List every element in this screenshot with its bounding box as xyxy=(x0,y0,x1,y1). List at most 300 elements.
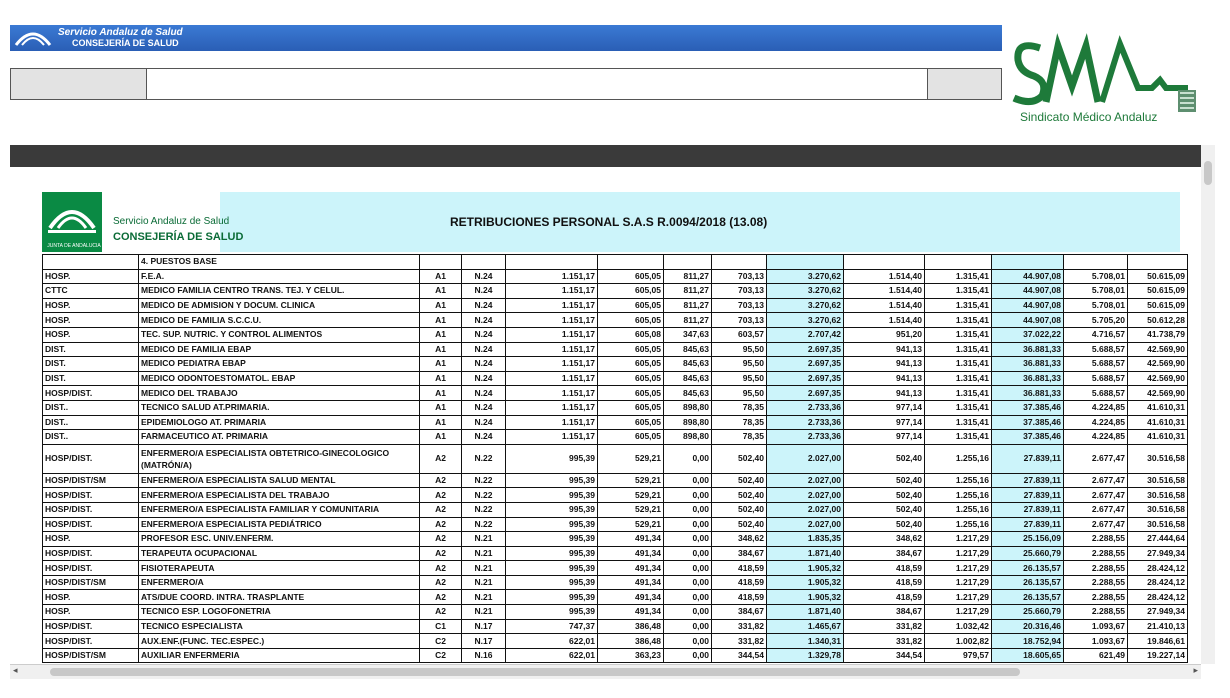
cell[interactable] xyxy=(844,255,925,270)
value-cell[interactable]: 502,40 xyxy=(844,473,925,488)
nivel-cell[interactable]: N.24 xyxy=(462,313,506,328)
value-cell[interactable]: 491,34 xyxy=(598,532,664,547)
value-cell[interactable]: 28.424,12 xyxy=(1128,575,1188,590)
value-cell[interactable]: 37.385,46 xyxy=(992,415,1064,430)
value-cell[interactable]: 502,40 xyxy=(844,488,925,503)
cell[interactable] xyxy=(1128,255,1188,270)
value-cell[interactable]: 95,50 xyxy=(712,386,767,401)
value-cell[interactable]: 18.605,65 xyxy=(992,648,1064,663)
value-cell[interactable]: 811,27 xyxy=(664,298,712,313)
value-cell[interactable]: 1.217,29 xyxy=(925,590,992,605)
puesto-cell[interactable]: TECNICO ESP. LOGOFONETRIA xyxy=(139,605,420,620)
value-cell[interactable]: 363,23 xyxy=(598,648,664,663)
value-cell[interactable]: 1.151,17 xyxy=(506,400,598,415)
value-cell[interactable]: 898,80 xyxy=(664,415,712,430)
value-cell[interactable]: 44.907,08 xyxy=(992,313,1064,328)
nivel-cell[interactable]: N.21 xyxy=(462,561,506,576)
value-cell[interactable]: 1.905,32 xyxy=(767,561,844,576)
ambito-cell[interactable]: HOSP/DIST. xyxy=(43,386,139,401)
vertical-scrollbar[interactable] xyxy=(1201,145,1215,664)
value-cell[interactable]: 1.871,40 xyxy=(767,605,844,620)
value-cell[interactable]: 384,67 xyxy=(712,605,767,620)
value-cell[interactable]: 995,39 xyxy=(506,532,598,547)
value-cell[interactable]: 28.424,12 xyxy=(1128,590,1188,605)
puesto-cell[interactable]: ENFERMERO/A ESPECIALISTA FAMILIAR Y COMUNITARIA xyxy=(139,502,420,517)
value-cell[interactable]: 2.027,00 xyxy=(767,444,844,473)
value-cell[interactable]: 3.270,62 xyxy=(767,298,844,313)
value-cell[interactable]: 995,39 xyxy=(506,575,598,590)
value-cell[interactable]: 418,59 xyxy=(844,561,925,576)
value-cell[interactable]: 502,40 xyxy=(844,444,925,473)
value-cell[interactable]: 605,05 xyxy=(598,357,664,372)
grupo-cell[interactable]: A2 xyxy=(420,532,462,547)
puesto-cell[interactable]: AUXILIAR ENFERMERIA xyxy=(139,648,420,663)
value-cell[interactable]: 1.315,41 xyxy=(925,313,992,328)
value-cell[interactable]: 78,35 xyxy=(712,400,767,415)
cell[interactable] xyxy=(598,255,664,270)
value-cell[interactable]: 811,27 xyxy=(664,284,712,299)
puesto-cell[interactable]: MEDICO DE FAMILIA EBAP xyxy=(139,342,420,357)
value-cell[interactable]: 502,40 xyxy=(712,444,767,473)
value-cell[interactable]: 1.315,41 xyxy=(925,269,992,284)
value-cell[interactable]: 1.315,41 xyxy=(925,386,992,401)
value-cell[interactable]: 1.315,41 xyxy=(925,327,992,342)
value-cell[interactable]: 384,67 xyxy=(844,546,925,561)
value-cell[interactable]: 977,14 xyxy=(844,400,925,415)
value-cell[interactable]: 1.217,29 xyxy=(925,546,992,561)
value-cell[interactable]: 1.255,16 xyxy=(925,473,992,488)
value-cell[interactable]: 605,05 xyxy=(598,298,664,313)
value-cell[interactable]: 1.217,29 xyxy=(925,532,992,547)
value-cell[interactable]: 27.839,11 xyxy=(992,502,1064,517)
value-cell[interactable]: 30.516,58 xyxy=(1128,517,1188,532)
value-cell[interactable]: 19.227,14 xyxy=(1128,648,1188,663)
puesto-cell[interactable]: PROFESOR ESC. UNIV.ENFERM. xyxy=(139,532,420,547)
value-cell[interactable]: 845,63 xyxy=(664,357,712,372)
value-cell[interactable]: 25.660,79 xyxy=(992,605,1064,620)
value-cell[interactable]: 995,39 xyxy=(506,502,598,517)
grupo-cell[interactable]: A1 xyxy=(420,284,462,299)
value-cell[interactable]: 811,27 xyxy=(664,313,712,328)
puesto-cell[interactable]: ENFERMERO/A ESPECIALISTA DEL TRABAJO xyxy=(139,488,420,503)
grupo-cell[interactable]: A1 xyxy=(420,386,462,401)
value-cell[interactable]: 2.733,36 xyxy=(767,430,844,445)
grupo-cell[interactable]: A2 xyxy=(420,502,462,517)
value-cell[interactable]: 37.022,22 xyxy=(992,327,1064,342)
value-cell[interactable]: 1.151,17 xyxy=(506,284,598,299)
value-cell[interactable]: 2.288,55 xyxy=(1064,590,1128,605)
value-cell[interactable]: 703,13 xyxy=(712,313,767,328)
value-cell[interactable]: 44.907,08 xyxy=(992,298,1064,313)
value-cell[interactable]: 941,13 xyxy=(844,371,925,386)
nivel-cell[interactable]: N.24 xyxy=(462,284,506,299)
puesto-cell[interactable]: ENFERMERO/A ESPECIALISTA OBTETRICO-GINECOLOGICO (MATRÓN/A) xyxy=(139,444,420,473)
puesto-cell[interactable]: MEDICO ODONTOESTOMATOL. EBAP xyxy=(139,371,420,386)
puesto-cell[interactable]: MEDICO FAMILIA CENTRO TRANS. TEJ. Y CELUL. xyxy=(139,284,420,299)
nivel-cell[interactable]: N.24 xyxy=(462,430,506,445)
toolbar-field[interactable] xyxy=(146,68,928,100)
value-cell[interactable]: 418,59 xyxy=(712,561,767,576)
value-cell[interactable]: 1.465,67 xyxy=(767,619,844,634)
value-cell[interactable]: 5.708,01 xyxy=(1064,298,1128,313)
value-cell[interactable]: 1.514,40 xyxy=(844,313,925,328)
value-cell[interactable]: 2.733,36 xyxy=(767,400,844,415)
grupo-cell[interactable]: A1 xyxy=(420,430,462,445)
value-cell[interactable]: 1.315,41 xyxy=(925,430,992,445)
value-cell[interactable]: 42.569,90 xyxy=(1128,386,1188,401)
value-cell[interactable]: 26.135,57 xyxy=(992,561,1064,576)
value-cell[interactable]: 0,00 xyxy=(664,619,712,634)
value-cell[interactable]: 3.270,62 xyxy=(767,269,844,284)
value-cell[interactable]: 2.288,55 xyxy=(1064,561,1128,576)
value-cell[interactable]: 5.688,57 xyxy=(1064,357,1128,372)
grupo-cell[interactable]: A2 xyxy=(420,546,462,561)
value-cell[interactable]: 502,40 xyxy=(712,502,767,517)
value-cell[interactable]: 1.093,67 xyxy=(1064,634,1128,649)
value-cell[interactable]: 605,05 xyxy=(598,371,664,386)
value-cell[interactable]: 50.615,09 xyxy=(1128,284,1188,299)
value-cell[interactable]: 605,05 xyxy=(598,313,664,328)
cell[interactable] xyxy=(664,255,712,270)
value-cell[interactable]: 1.032,42 xyxy=(925,619,992,634)
value-cell[interactable]: 41.610,31 xyxy=(1128,415,1188,430)
value-cell[interactable]: 25.156,09 xyxy=(992,532,1064,547)
ambito-cell[interactable]: DIST. xyxy=(43,357,139,372)
value-cell[interactable]: 30.516,58 xyxy=(1128,488,1188,503)
value-cell[interactable]: 4.224,85 xyxy=(1064,400,1128,415)
value-cell[interactable]: 50.615,09 xyxy=(1128,298,1188,313)
value-cell[interactable]: 995,39 xyxy=(506,473,598,488)
toolbar-right-cell[interactable] xyxy=(927,68,1002,100)
grupo-cell[interactable]: C1 xyxy=(420,619,462,634)
value-cell[interactable]: 603,57 xyxy=(712,327,767,342)
value-cell[interactable]: 1.315,41 xyxy=(925,415,992,430)
value-cell[interactable]: 703,13 xyxy=(712,298,767,313)
toolbar-left-cell[interactable] xyxy=(10,68,147,100)
value-cell[interactable]: 2.677,47 xyxy=(1064,444,1128,473)
ambito-cell[interactable]: HOSP. xyxy=(43,532,139,547)
value-cell[interactable]: 1.151,17 xyxy=(506,327,598,342)
value-cell[interactable]: 42.569,90 xyxy=(1128,357,1188,372)
ambito-cell[interactable]: HOSP. xyxy=(43,269,139,284)
nivel-cell[interactable]: N.24 xyxy=(462,298,506,313)
puesto-cell[interactable]: MEDICO DE FAMILIA S.C.C.U. xyxy=(139,313,420,328)
value-cell[interactable]: 1.871,40 xyxy=(767,546,844,561)
value-cell[interactable]: 979,57 xyxy=(925,648,992,663)
value-cell[interactable]: 0,00 xyxy=(664,575,712,590)
cell[interactable] xyxy=(43,255,139,270)
value-cell[interactable]: 491,34 xyxy=(598,561,664,576)
grupo-cell[interactable]: A2 xyxy=(420,444,462,473)
nivel-cell[interactable]: N.21 xyxy=(462,605,506,620)
ambito-cell[interactable]: DIST.. xyxy=(43,430,139,445)
value-cell[interactable]: 529,21 xyxy=(598,473,664,488)
value-cell[interactable]: 27.839,11 xyxy=(992,517,1064,532)
value-cell[interactable]: 898,80 xyxy=(664,400,712,415)
grupo-cell[interactable]: A1 xyxy=(420,269,462,284)
cell[interactable] xyxy=(1064,255,1128,270)
value-cell[interactable]: 0,00 xyxy=(664,517,712,532)
value-cell[interactable]: 3.270,62 xyxy=(767,284,844,299)
value-cell[interactable]: 27.839,11 xyxy=(992,473,1064,488)
value-cell[interactable]: 605,05 xyxy=(598,415,664,430)
value-cell[interactable]: 36.881,33 xyxy=(992,386,1064,401)
value-cell[interactable]: 0,00 xyxy=(664,648,712,663)
value-cell[interactable]: 26.135,57 xyxy=(992,590,1064,605)
section-label[interactable]: 4. PUESTOS BASE xyxy=(139,255,420,270)
nivel-cell[interactable]: N.24 xyxy=(462,400,506,415)
puesto-cell[interactable]: MEDICO DE ADMISION Y DOCUM. CLINICA xyxy=(139,298,420,313)
value-cell[interactable]: 605,08 xyxy=(598,327,664,342)
value-cell[interactable]: 0,00 xyxy=(664,546,712,561)
value-cell[interactable]: 30.516,58 xyxy=(1128,473,1188,488)
value-cell[interactable]: 621,49 xyxy=(1064,648,1128,663)
value-cell[interactable]: 951,20 xyxy=(844,327,925,342)
value-cell[interactable]: 605,05 xyxy=(598,430,664,445)
scroll-thumb[interactable] xyxy=(50,668,1020,676)
value-cell[interactable]: 2.677,47 xyxy=(1064,473,1128,488)
grupo-cell[interactable]: A1 xyxy=(420,313,462,328)
value-cell[interactable]: 331,82 xyxy=(712,634,767,649)
value-cell[interactable]: 995,39 xyxy=(506,444,598,473)
value-cell[interactable]: 1.315,41 xyxy=(925,357,992,372)
ambito-cell[interactable]: HOSP/DIST. xyxy=(43,488,139,503)
value-cell[interactable]: 36.881,33 xyxy=(992,342,1064,357)
value-cell[interactable]: 50.612,28 xyxy=(1128,313,1188,328)
value-cell[interactable]: 3.270,62 xyxy=(767,313,844,328)
puesto-cell[interactable]: EPIDEMIOLOGO AT. PRIMARIA xyxy=(139,415,420,430)
value-cell[interactable]: 605,05 xyxy=(598,386,664,401)
value-cell[interactable]: 811,27 xyxy=(664,269,712,284)
ambito-cell[interactable]: HOSP/DIST. xyxy=(43,502,139,517)
value-cell[interactable]: 348,62 xyxy=(712,532,767,547)
puesto-cell[interactable]: MEDICO PEDIATRA EBAP xyxy=(139,357,420,372)
value-cell[interactable]: 1.093,67 xyxy=(1064,619,1128,634)
value-cell[interactable]: 995,39 xyxy=(506,488,598,503)
value-cell[interactable]: 898,80 xyxy=(664,430,712,445)
value-cell[interactable]: 19.846,61 xyxy=(1128,634,1188,649)
nivel-cell[interactable]: N.21 xyxy=(462,590,506,605)
value-cell[interactable]: 2.677,47 xyxy=(1064,488,1128,503)
nivel-cell[interactable]: N.22 xyxy=(462,502,506,517)
puesto-cell[interactable]: ENFERMERO/A ESPECIALISTA PEDIÁTRICO xyxy=(139,517,420,532)
value-cell[interactable]: 30.516,58 xyxy=(1128,502,1188,517)
grupo-cell[interactable]: A1 xyxy=(420,342,462,357)
value-cell[interactable]: 977,14 xyxy=(844,415,925,430)
ambito-cell[interactable]: DIST. xyxy=(43,371,139,386)
value-cell[interactable]: 1.905,32 xyxy=(767,590,844,605)
puesto-cell[interactable]: FARMACEUTICO AT. PRIMARIA xyxy=(139,430,420,445)
nivel-cell[interactable]: N.24 xyxy=(462,357,506,372)
value-cell[interactable]: 1.217,29 xyxy=(925,605,992,620)
value-cell[interactable]: 2.288,55 xyxy=(1064,532,1128,547)
value-cell[interactable]: 4.224,85 xyxy=(1064,430,1128,445)
value-cell[interactable]: 2.288,55 xyxy=(1064,605,1128,620)
value-cell[interactable]: 1.255,16 xyxy=(925,517,992,532)
nivel-cell[interactable]: N.16 xyxy=(462,648,506,663)
puesto-cell[interactable]: ENFERMERO/A ESPECIALISTA SALUD MENTAL xyxy=(139,473,420,488)
value-cell[interactable]: 386,48 xyxy=(598,619,664,634)
value-cell[interactable]: 703,13 xyxy=(712,269,767,284)
value-cell[interactable]: 1.151,17 xyxy=(506,357,598,372)
value-cell[interactable]: 995,39 xyxy=(506,517,598,532)
nivel-cell[interactable]: N.24 xyxy=(462,386,506,401)
value-cell[interactable]: 5.688,57 xyxy=(1064,386,1128,401)
value-cell[interactable]: 418,59 xyxy=(712,590,767,605)
puesto-cell[interactable]: TERAPEUTA OCUPACIONAL xyxy=(139,546,420,561)
value-cell[interactable]: 30.516,58 xyxy=(1128,444,1188,473)
value-cell[interactable]: 622,01 xyxy=(506,648,598,663)
nivel-cell[interactable]: N.21 xyxy=(462,575,506,590)
puesto-cell[interactable]: F.E.A. xyxy=(139,269,420,284)
value-cell[interactable]: 37.385,46 xyxy=(992,430,1064,445)
value-cell[interactable]: 5.705,20 xyxy=(1064,313,1128,328)
ambito-cell[interactable]: HOSP/DIST/SM xyxy=(43,473,139,488)
ambito-cell[interactable]: HOSP/DIST. xyxy=(43,619,139,634)
value-cell[interactable]: 491,34 xyxy=(598,605,664,620)
value-cell[interactable]: 605,05 xyxy=(598,269,664,284)
nivel-cell[interactable]: N.22 xyxy=(462,473,506,488)
value-cell[interactable]: 2.288,55 xyxy=(1064,575,1128,590)
grupo-cell[interactable]: A1 xyxy=(420,415,462,430)
puesto-cell[interactable]: ATS/DUE COORD. INTRA. TRASPLANTE xyxy=(139,590,420,605)
value-cell[interactable]: 747,37 xyxy=(506,619,598,634)
value-cell[interactable]: 2.733,36 xyxy=(767,415,844,430)
cell[interactable] xyxy=(767,255,844,270)
grupo-cell[interactable]: A1 xyxy=(420,371,462,386)
value-cell[interactable]: 995,39 xyxy=(506,561,598,576)
value-cell[interactable]: 1.315,41 xyxy=(925,371,992,386)
value-cell[interactable]: 1.002,82 xyxy=(925,634,992,649)
value-cell[interactable]: 845,63 xyxy=(664,386,712,401)
value-cell[interactable]: 78,35 xyxy=(712,415,767,430)
value-cell[interactable]: 21.410,13 xyxy=(1128,619,1188,634)
value-cell[interactable]: 502,40 xyxy=(844,517,925,532)
value-cell[interactable]: 1.151,17 xyxy=(506,342,598,357)
value-cell[interactable]: 977,14 xyxy=(844,430,925,445)
grupo-cell[interactable]: A2 xyxy=(420,473,462,488)
value-cell[interactable]: 995,39 xyxy=(506,605,598,620)
ambito-cell[interactable]: HOSP/DIST/SM xyxy=(43,575,139,590)
value-cell[interactable]: 95,50 xyxy=(712,371,767,386)
ambito-cell[interactable]: HOSP/DIST. xyxy=(43,517,139,532)
value-cell[interactable]: 1.329,78 xyxy=(767,648,844,663)
ambito-cell[interactable]: DIST. xyxy=(43,342,139,357)
scroll-right-icon[interactable]: ▸ xyxy=(1193,665,1198,675)
value-cell[interactable]: 386,48 xyxy=(598,634,664,649)
nivel-cell[interactable]: N.22 xyxy=(462,488,506,503)
value-cell[interactable]: 25.660,79 xyxy=(992,546,1064,561)
value-cell[interactable]: 41.610,31 xyxy=(1128,400,1188,415)
puesto-cell[interactable]: TECNICO ESPECIALISTA xyxy=(139,619,420,634)
value-cell[interactable]: 95,50 xyxy=(712,342,767,357)
value-cell[interactable]: 941,13 xyxy=(844,357,925,372)
value-cell[interactable]: 2.677,47 xyxy=(1064,517,1128,532)
ambito-cell[interactable]: HOSP. xyxy=(43,605,139,620)
puesto-cell[interactable]: ENFERMERO/A xyxy=(139,575,420,590)
cell[interactable] xyxy=(992,255,1064,270)
value-cell[interactable]: 331,82 xyxy=(712,619,767,634)
ambito-cell[interactable]: HOSP. xyxy=(43,590,139,605)
value-cell[interactable]: 348,62 xyxy=(844,532,925,547)
ambito-cell[interactable]: CTTC xyxy=(43,284,139,299)
value-cell[interactable]: 27.949,34 xyxy=(1128,546,1188,561)
value-cell[interactable]: 20.316,46 xyxy=(992,619,1064,634)
value-cell[interactable]: 4.716,57 xyxy=(1064,327,1128,342)
nivel-cell[interactable]: N.17 xyxy=(462,619,506,634)
nivel-cell[interactable]: N.17 xyxy=(462,634,506,649)
value-cell[interactable]: 1.151,17 xyxy=(506,371,598,386)
horizontal-scrollbar[interactable] xyxy=(10,664,1201,679)
value-cell[interactable]: 37.385,46 xyxy=(992,400,1064,415)
grupo-cell[interactable]: A2 xyxy=(420,488,462,503)
cell[interactable] xyxy=(506,255,598,270)
value-cell[interactable]: 28.424,12 xyxy=(1128,561,1188,576)
puesto-cell[interactable]: AUX.ENF.(FUNC. TEC.ESPEC.) xyxy=(139,634,420,649)
value-cell[interactable]: 1.151,17 xyxy=(506,313,598,328)
ambito-cell[interactable]: HOSP. xyxy=(43,327,139,342)
value-cell[interactable]: 1.255,16 xyxy=(925,488,992,503)
value-cell[interactable]: 491,34 xyxy=(598,575,664,590)
puesto-cell[interactable]: MEDICO DEL TRABAJO xyxy=(139,386,420,401)
value-cell[interactable]: 1.151,17 xyxy=(506,298,598,313)
value-cell[interactable]: 44.907,08 xyxy=(992,284,1064,299)
value-cell[interactable]: 44.907,08 xyxy=(992,269,1064,284)
value-cell[interactable]: 502,40 xyxy=(712,517,767,532)
value-cell[interactable]: 1.315,41 xyxy=(925,298,992,313)
grupo-cell[interactable]: A1 xyxy=(420,400,462,415)
value-cell[interactable]: 0,00 xyxy=(664,590,712,605)
value-cell[interactable]: 845,63 xyxy=(664,342,712,357)
value-cell[interactable]: 50.615,09 xyxy=(1128,269,1188,284)
value-cell[interactable]: 502,40 xyxy=(844,502,925,517)
grupo-cell[interactable]: A1 xyxy=(420,327,462,342)
value-cell[interactable]: 1.835,35 xyxy=(767,532,844,547)
nivel-cell[interactable]: N.21 xyxy=(462,532,506,547)
value-cell[interactable]: 0,00 xyxy=(664,605,712,620)
value-cell[interactable]: 384,67 xyxy=(712,546,767,561)
value-cell[interactable]: 2.697,35 xyxy=(767,357,844,372)
grupo-cell[interactable]: A2 xyxy=(420,575,462,590)
grupo-cell[interactable]: A2 xyxy=(420,605,462,620)
value-cell[interactable]: 384,67 xyxy=(844,605,925,620)
value-cell[interactable]: 2.027,00 xyxy=(767,488,844,503)
value-cell[interactable]: 5.708,01 xyxy=(1064,269,1128,284)
value-cell[interactable]: 5.688,57 xyxy=(1064,342,1128,357)
grupo-cell[interactable]: A1 xyxy=(420,298,462,313)
value-cell[interactable]: 1.255,16 xyxy=(925,502,992,517)
value-cell[interactable]: 41.610,31 xyxy=(1128,430,1188,445)
value-cell[interactable]: 1.514,40 xyxy=(844,284,925,299)
value-cell[interactable]: 2.697,35 xyxy=(767,386,844,401)
nivel-cell[interactable]: N.24 xyxy=(462,342,506,357)
value-cell[interactable]: 703,13 xyxy=(712,284,767,299)
value-cell[interactable]: 2.027,00 xyxy=(767,473,844,488)
value-cell[interactable]: 36.881,33 xyxy=(992,357,1064,372)
value-cell[interactable]: 1.217,29 xyxy=(925,575,992,590)
grupo-cell[interactable]: A2 xyxy=(420,561,462,576)
ambito-cell[interactable]: HOSP/DIST. xyxy=(43,546,139,561)
puesto-cell[interactable]: TEC. SUP. NUTRIC. Y CONTROL ALIMENTOS xyxy=(139,327,420,342)
value-cell[interactable]: 622,01 xyxy=(506,634,598,649)
value-cell[interactable]: 1.905,32 xyxy=(767,575,844,590)
grupo-cell[interactable]: A2 xyxy=(420,517,462,532)
value-cell[interactable]: 0,00 xyxy=(664,532,712,547)
ambito-cell[interactable]: HOSP. xyxy=(43,298,139,313)
value-cell[interactable]: 95,50 xyxy=(712,357,767,372)
value-cell[interactable]: 1.151,17 xyxy=(506,269,598,284)
value-cell[interactable]: 1.315,41 xyxy=(925,284,992,299)
